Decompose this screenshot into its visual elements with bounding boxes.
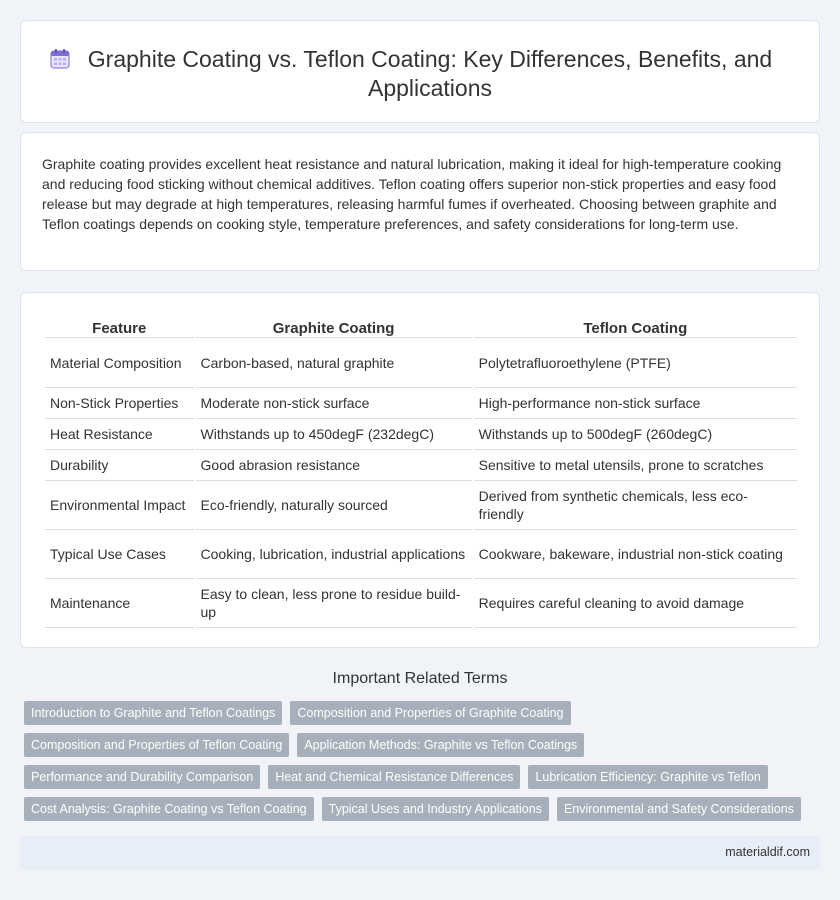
table-cell-teflon: Requires careful cleaning to avoid damage	[474, 579, 797, 628]
page-title: Graphite Coating vs. Teflon Coating: Key Differences, Benefits, and Applications	[87, 46, 773, 101]
table-cell-graphite: Good abrasion resistance	[196, 450, 472, 481]
related-tag[interactable]: Introduction to Graphite and Teflon Coatings	[24, 701, 282, 725]
related-tag[interactable]: Typical Uses and Industry Applications	[322, 797, 549, 821]
related-tag[interactable]: Heat and Chemical Resistance Differences	[268, 765, 520, 789]
table-cell-feature: Heat Resistance	[45, 419, 194, 450]
header-feature: Feature	[45, 315, 194, 338]
table-cell-graphite: Cooking, lubrication, industrial applications	[196, 530, 472, 579]
table-row	[45, 388, 797, 419]
table-cell-graphite: Withstands up to 450degF (232degC)	[196, 419, 472, 450]
table-cell-teflon: Derived from synthetic chemicals, less eco-friendly	[474, 481, 797, 530]
related-terms-tags	[24, 701, 824, 821]
table-cell-graphite: Eco-friendly, naturally sourced	[196, 481, 472, 530]
comparison-table	[43, 315, 799, 628]
intro-card	[20, 132, 820, 271]
table-row	[45, 338, 797, 388]
table-cell-teflon: High-performance non-stick surface	[474, 388, 797, 419]
related-tag[interactable]: Environmental and Safety Considerations	[557, 797, 801, 821]
table-cell-teflon: Cookware, bakeware, industrial non-stick coating	[474, 530, 797, 579]
table-cell-graphite: Carbon-based, natural graphite	[196, 338, 472, 388]
table-header-row	[45, 315, 797, 338]
related-tag[interactable]: Composition and Properties of Graphite Coating	[290, 701, 570, 725]
header-card	[20, 20, 820, 123]
table-cell-feature: Durability	[45, 450, 194, 481]
related-tag[interactable]: Cost Analysis: Graphite Coating vs Teflon Coating	[24, 797, 314, 821]
table-row	[45, 450, 797, 481]
table-cell-feature: Typical Use Cases	[45, 530, 194, 579]
comparison-table-card	[20, 292, 820, 648]
table-row	[45, 419, 797, 450]
related-terms-title: Important Related Terms	[332, 670, 508, 687]
table-cell-feature: Material Composition	[45, 338, 194, 388]
table-row	[45, 579, 797, 628]
related-tag[interactable]: Composition and Properties of Teflon Coating	[24, 733, 289, 757]
table-cell-feature: Non-Stick Properties	[45, 388, 194, 419]
footer-site-link[interactable]: materialdif.com	[725, 845, 810, 859]
table-cell-graphite: Easy to clean, less prone to residue build-up	[196, 579, 472, 628]
related-tag[interactable]: Application Methods: Graphite vs Teflon Coatings	[297, 733, 584, 757]
header-teflon: Teflon Coating	[474, 315, 797, 338]
table-cell-feature: Maintenance	[45, 579, 194, 628]
related-tag[interactable]: Performance and Durability Comparison	[24, 765, 260, 789]
table-cell-teflon: Withstands up to 500degF (260degC)	[474, 419, 797, 450]
table-cell-teflon: Sensitive to metal utensils, prone to scratches	[474, 450, 797, 481]
table-row	[45, 481, 797, 530]
header-graphite: Graphite Coating	[196, 315, 472, 338]
table-row	[45, 530, 797, 579]
related-tag[interactable]: Lubrication Efficiency: Graphite vs Teflon	[528, 765, 767, 789]
table-cell-graphite: Moderate non-stick surface	[196, 388, 472, 419]
table-cell-teflon: Polytetrafluoroethylene (PTFE)	[474, 338, 797, 388]
footer	[20, 836, 820, 870]
table-cell-feature: Environmental Impact	[45, 481, 194, 530]
intro-paragraph: Graphite coating provides excellent heat resistance and natural lubrication, making it ideal for high-temperature cooking and reducing food sticking without chemical additives. Teflon coating offers superior non-stick properties and easy food release but may degrade at high temperatures, releasing harmful fumes if overheated. Choosing between graphite and Teflon coatings depends on cooking style, temperature preferences, and safety considerations for long-term use.	[42, 156, 782, 232]
